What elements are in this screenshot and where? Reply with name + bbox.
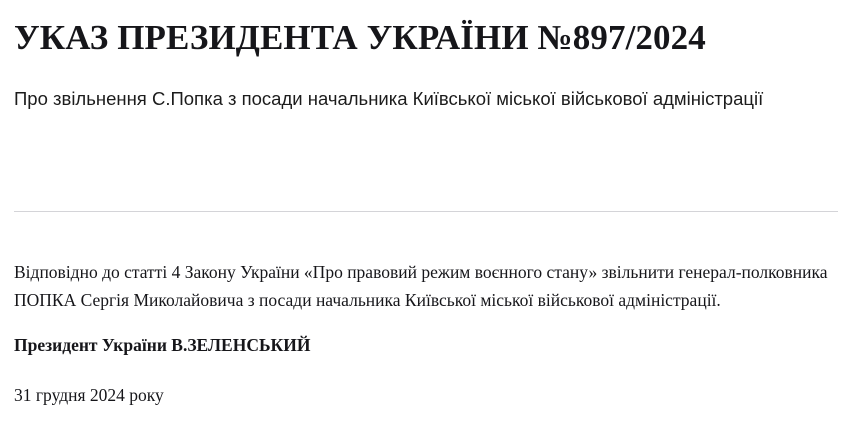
- document-subtitle: Про звільнення С.Попка з посади начальника Київської міської військової адміністрації: [14, 88, 764, 110]
- page-title: УКАЗ ПРЕЗИДЕНТА УКРАЇНИ №897/2024: [14, 18, 706, 57]
- document-body-text: Відповідно до статті 4 Закону України «Про правовий режим воєнного стану» звільнити генерал-полковника ПОПКА Сергія Миколайовича з посади начальника Київської міської військової адміністрації.: [14, 262, 828, 311]
- document-signature: Президент України В.ЗЕЛЕНСЬКИЙ: [14, 334, 311, 355]
- document-body: [14, 258, 838, 408]
- section-divider: [14, 211, 838, 212]
- document-date: 31 грудня 2024 року: [14, 385, 164, 406]
